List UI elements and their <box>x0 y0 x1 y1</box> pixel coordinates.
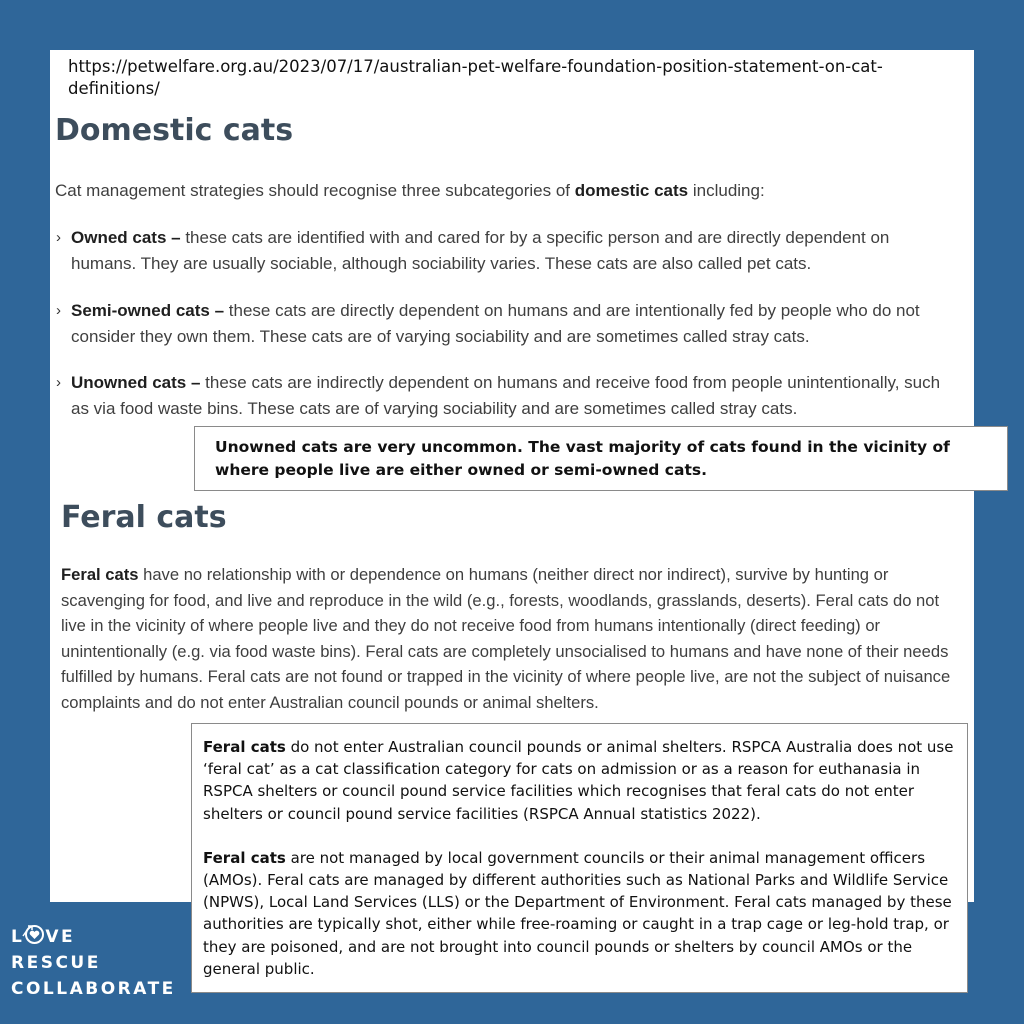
unowned-cats-callout: Unowned cats are very uncommon. The vast majority of cats found in the vicinity of where people live are either owned or semi-owned cats. <box>194 426 1008 491</box>
logo-line-collaborate: COLLABORATE <box>11 979 176 999</box>
logo-letters: VE <box>45 927 76 947</box>
intro-bold: domestic cats <box>574 181 689 200</box>
list-item-owned-cats <box>56 225 956 277</box>
list-item-unowned-cats <box>56 370 956 422</box>
feral-text: have no relationship with or dependence on humans (neither direct nor indirect), survive by hunting or scavenging for food, and live and reproduce in the wild (e.g., forests, woodlands, grasslands, deserts). Feral cats do not live in the vicinity of where people live and they do not receive food from humans intentionally (direct feeding) or unintentionally (e.g. via food waste bins). Feral cats are completely unsocialised to humans and have none of their needs fulfilled by humans. Feral cats are not found or trapped in the vicinity of where people live, are not the subject of nuisance complaints and do not enter Australian council pounds or animal shelters. <box>61 565 951 712</box>
callout-bold: Feral cats <box>203 738 286 756</box>
callout-text: are not managed by local government councils or their animal management officers (AMOs). Feral cats are managed by different authorities such as National Parks and Wildlife Service (NPWS), Local Land Services (LLS) or the Department of Environment. Feral cats managed by these authorities are typically shot, either while free-roaming or caught in a trap cage or leg-hold trap, or they are poisoned, and are not brought into council pounds or shelters by council AMOs or the general public. <box>203 848 952 978</box>
logo-letter: L <box>11 927 25 947</box>
feral-cats-callout <box>191 723 968 993</box>
source-url[interactable]: https://petwelfare.org.au/2023/07/17/australian-pet-welfare-foundation-position-statement-on-cat-definitions/ <box>68 57 883 98</box>
callout-paragraph-1 <box>203 736 957 825</box>
callout-text: do not enter Australian council pounds or animal shelters. RSPCA Australia does not use ‘feral cat’ as a cat classification category for cats on admission or as a reason for euthanasia in RSPCA shelters or council pound service facilities which recognises that feral cats do not enter shelters or council pound service facilities (RSPCA Annual statistics 2022). <box>203 738 954 823</box>
item-term: Owned cats – <box>71 228 181 247</box>
callout-bold: Feral cats <box>203 848 286 867</box>
chevron-right-icon: › <box>56 302 61 319</box>
logo-line-love <box>11 924 176 950</box>
chevron-right-icon: › <box>56 229 61 246</box>
feral-cats-heading: Feral cats <box>61 500 227 535</box>
domestic-intro <box>55 178 955 203</box>
item-text: these cats are indirectly dependent on humans and receive food from people unintentionally, such as via food waste bins. These cats are of varying sociability and are sometimes called stray cats. <box>71 373 941 418</box>
intro-text: Cat management strategies should recognise three subcategories of <box>55 181 575 200</box>
feral-cats-paragraph <box>61 562 951 715</box>
item-term: Semi-owned cats – <box>71 301 225 320</box>
item-term: Unowned cats – <box>71 373 201 392</box>
chevron-right-icon: › <box>56 374 61 391</box>
callout-paragraph-2 <box>203 847 957 980</box>
intro-text-end: including: <box>688 181 765 200</box>
item-text: these cats are directly dependent on humans and are intentionally fed by people who do not consider they own them. These cats are of varying sociability and are sometimes called stray cats. <box>71 301 920 346</box>
love-rescue-collaborate-logo <box>11 924 176 1002</box>
logo-line-rescue: RESCUE <box>11 953 101 973</box>
feral-bold: Feral cats <box>61 565 139 584</box>
item-text: these cats are identified with and cared for by a specific person and are directly dependent on humans. They are usually sociable, although sociability varies. These cats are also called pet cats. <box>71 228 890 273</box>
heart-icon <box>25 925 44 944</box>
list-item-semi-owned-cats <box>56 298 956 350</box>
domestic-cats-heading: Domestic cats <box>55 113 294 148</box>
